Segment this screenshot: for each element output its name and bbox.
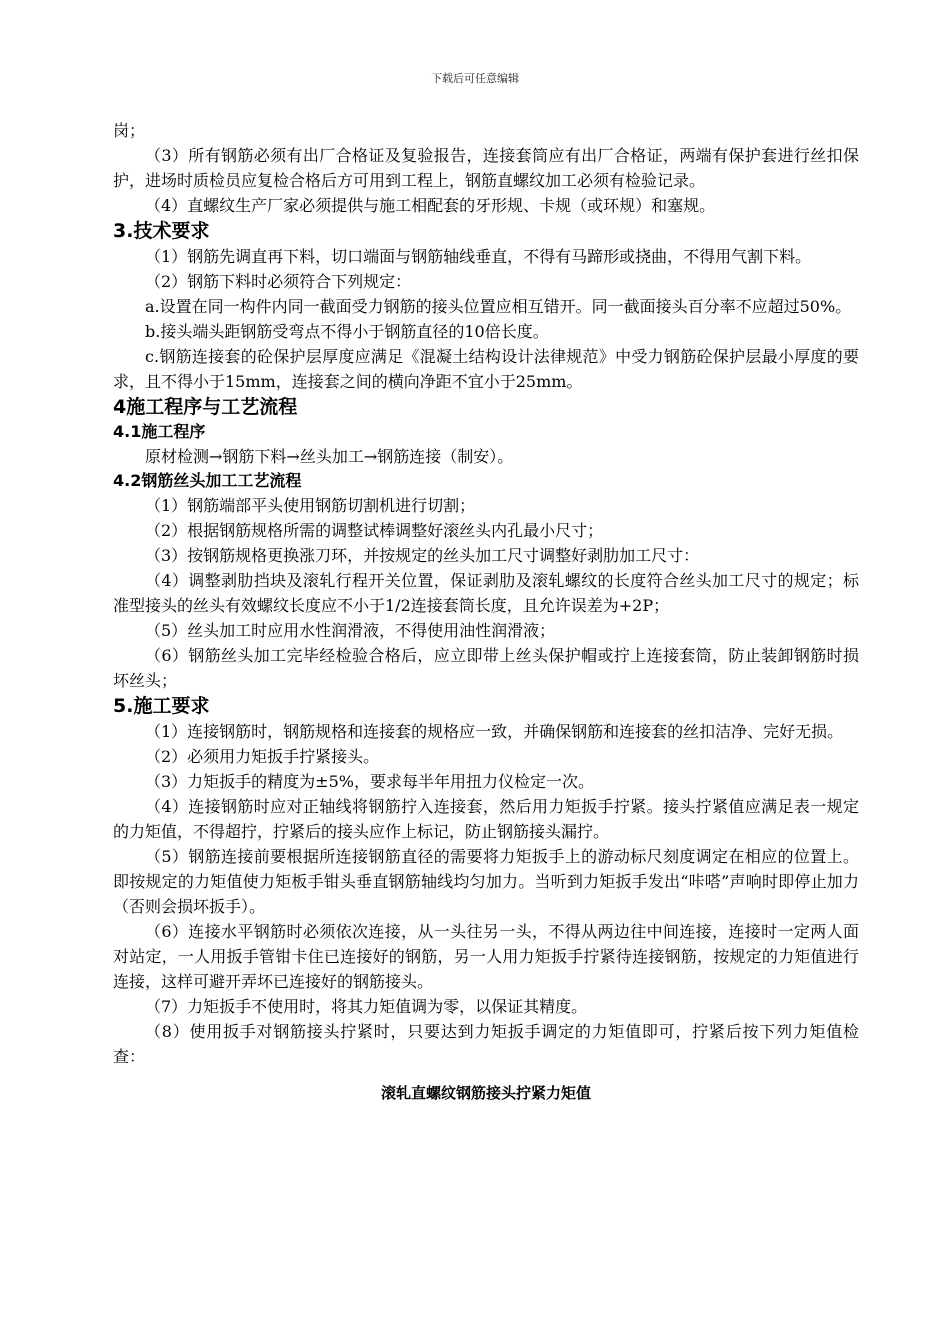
process-item-5: （5）丝头加工时应用水性润滑液，不得使用油性润滑液； — [145, 621, 556, 640]
subsection-heading-4-2: 4.2钢筋丝头加工工艺流程 — [113, 471, 302, 490]
construction-req-item-6: （6）连接水平钢筋时必须依次连接，从一头往另一头，不得从两边往中间连接，连接时一定两人面对站定，一人用扳手管钳卡住已连接好的钢筋，另一人用力矩扳手拧紧待连接钢筋，按规定的力矩值进行连接，这样可避开弄坏已连接好的钢筋接头。 — [113, 922, 859, 991]
tech-req-item-1: （1）钢筋先调直再下料，切口端面与钢筋轴线垂直，不得有马蹄形或挠曲，不得用气割下料。 — [145, 247, 812, 266]
construction-req-item-8: （8）使用扳手对钢筋接头拧紧时，只要达到力矩扳手调定的力矩值即可，拧紧后按下列力矩值检查： — [113, 1022, 859, 1066]
tech-req-item-c: c.钢筋连接套的砼保护层厚度应满足《混凝土结构设计法律规范》中受力钢筋砼保护层最小厚度的要求，且不得小于15mm，连接套之间的横向净距不宜小于25mm。 — [113, 347, 859, 391]
paragraph-item-3: （3）所有钢筋必须有出厂合格证及复验报告，连接套筒应有出厂合格证，两端有保护套进行丝扣保护，进场时质检员应复检合格后方可用到工程上，钢筋直螺纹加工必须有检验记录。 — [113, 146, 859, 190]
tech-req-item-b: b.接头端头距钢筋受弯点不得小于钢筋直径的10倍长度。 — [145, 322, 549, 341]
section-heading-5: 5.施工要求 — [113, 695, 210, 717]
process-item-3: （3）按钢筋规格更换涨刀环，并按规定的丝头加工尺寸调整好剥肋加工尺寸： — [145, 546, 700, 565]
paragraph-item-4: （4）直螺纹生产厂家必须提供与施工相配套的牙形规、卡规（或环规）和塞规。 — [145, 196, 716, 215]
paragraph-continuation: 岗； — [113, 121, 146, 140]
construction-req-item-2: （2）必须用力矩扳手拧紧接头。 — [145, 747, 380, 766]
construction-req-item-4: （4）连接钢筋时应对正轴线将钢筋拧入连接套，然后用力矩扳手拧紧。接头拧紧值应满足表一规定的力矩值，不得超拧，拧紧后的接头应作上标记，防止钢筋接头漏拧。 — [113, 797, 859, 841]
table-caption: 滚轧直螺纹钢筋接头拧紧力矩值 — [380, 1084, 591, 1102]
construction-req-item-5: （5）钢筋连接前要根据所连接钢筋直径的需要将力矩扳手上的游动标尺刻度调定在相应的位置上。即按规定的力矩值使力矩板手钳头垂直钢筋轴线均匀加力。当听到力矩扳手发出“咔嗒”声响时即停止加力（否则会损坏扳手）。 — [113, 847, 859, 916]
construction-req-item-1: （1）连接钢筋时，钢筋规格和连接套的规格应一致，并确保钢筋和连接套的丝扣洁净、完好无损。 — [145, 722, 844, 741]
process-item-1: （1）钢筋端部平头使用钢筋切割机进行切割； — [145, 496, 476, 515]
tech-req-item-a: a.设置在同一构件内同一截面受力钢筋的接头位置应相互错开。同一截面接头百分率不应超过50%。 — [145, 297, 852, 316]
document-body — [113, 118, 859, 1105]
section-heading-3: 3.技术要求 — [113, 220, 210, 242]
process-item-4: （4）调整剥肋挡块及滚轧行程开关位置，保证剥肋及滚轧螺纹的长度符合丝头加工尺寸的规定；标准型接头的丝头有效螺纹长度应不小于1/2连接套筒长度，且允许误差为+2P； — [113, 571, 859, 615]
construction-flow: 原材检测→钢筋下料→丝头加工→钢筋连接（制安）。 — [145, 447, 514, 466]
construction-req-item-3: （3）力矩扳手的精度为±5%，要求每半年用扭力仪检定一次。 — [145, 772, 594, 791]
page-header-note: 下载后可任意编辑 — [431, 72, 519, 85]
construction-req-item-7: （7）力矩扳手不使用时，将其力矩值调为零，以保证其精度。 — [145, 997, 588, 1016]
process-item-6: （6）钢筋丝头加工完毕经检验合格后，应立即带上丝头保护帽或拧上连接套筒，防止装卸钢筋时损坏丝头； — [113, 646, 859, 690]
tech-req-item-2: （2）钢筋下料时必须符合下列规定： — [145, 272, 412, 291]
process-item-2: （2）根据钢筋规格所需的调整试棒调整好滚丝头内孔最小尺寸； — [145, 521, 604, 540]
section-heading-4: 4施工程序与工艺流程 — [113, 396, 298, 418]
subsection-heading-4-1: 4.1施工程序 — [113, 422, 206, 441]
